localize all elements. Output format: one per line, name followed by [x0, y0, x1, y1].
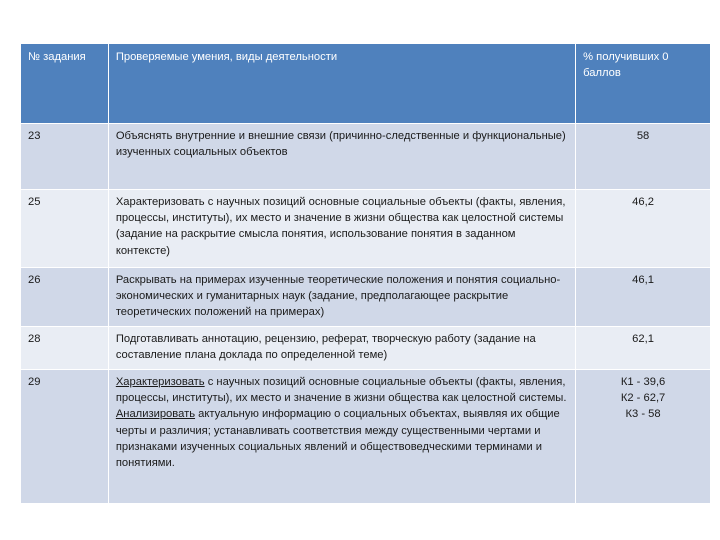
task-skills: Характеризовать с научных позиций основные социальные объекты (факты, явления, процессы, институты), их место и значение в жизни общества как целостной системы (задание на раскрытие смысла понятия, использование понятия в заданном контексте)	[108, 190, 575, 268]
header-number: № задания	[21, 44, 109, 124]
table-row	[21, 327, 711, 370]
task-skills: Подготавливать аннотацию, рецензию, реферат, творческую работу (задание на составление плана доклада по определенной теме)	[108, 327, 575, 370]
table-row	[21, 190, 711, 268]
table-row	[21, 370, 711, 504]
table-header-row	[21, 44, 711, 124]
task-number: 28	[21, 327, 109, 370]
criterion-k1: К1 - 39,6	[620, 376, 666, 388]
task-percent: 58	[576, 124, 711, 190]
skill-text-characterize: с научных позиций основные социальные объекты (факты, явления, процессы, институты), их место и значение в жизни общества как целостной системы.	[115, 376, 567, 405]
results-table	[20, 43, 711, 504]
task-number: 29	[21, 370, 109, 504]
task-percent: 46,2	[576, 190, 711, 268]
header-percent: % получивших 0 баллов	[576, 44, 711, 124]
task-skills	[108, 370, 575, 504]
task-percent	[576, 370, 711, 504]
skill-verb-analyze: Анализировать	[115, 408, 196, 421]
skill-text-analyze: актуальную информацию о социальных объектах, выявляя их общие черты и различия; устанавливать соответствия между существенными чертами и признаками изученных социальных явлений и обществоведческими терминами и понятиями.	[115, 408, 560, 470]
task-number: 23	[21, 124, 109, 190]
task-percent: 62,1	[576, 327, 711, 370]
task-percent: 46,1	[576, 268, 711, 327]
table-row	[21, 268, 711, 327]
table-row	[21, 124, 711, 190]
header-skills: Проверяемые умения, виды деятельности	[108, 44, 575, 124]
task-skills: Объяснять внутренние и внешние связи (причинно-следственные и функциональные) изученных социальных объектов	[108, 124, 575, 190]
task-number: 26	[21, 268, 109, 327]
criterion-k3: К3 - 58	[625, 408, 661, 421]
task-number: 25	[21, 190, 109, 268]
task-skills: Раскрывать на примерах изученные теоретические положения и понятия социально-экономических и гуманитарных наук (задание, предполагающее раскрытие теоретических положений на примерах)	[108, 268, 575, 327]
skill-verb-characterize: Характеризовать	[115, 376, 205, 388]
criterion-k2: К2 - 62,7	[620, 392, 666, 405]
